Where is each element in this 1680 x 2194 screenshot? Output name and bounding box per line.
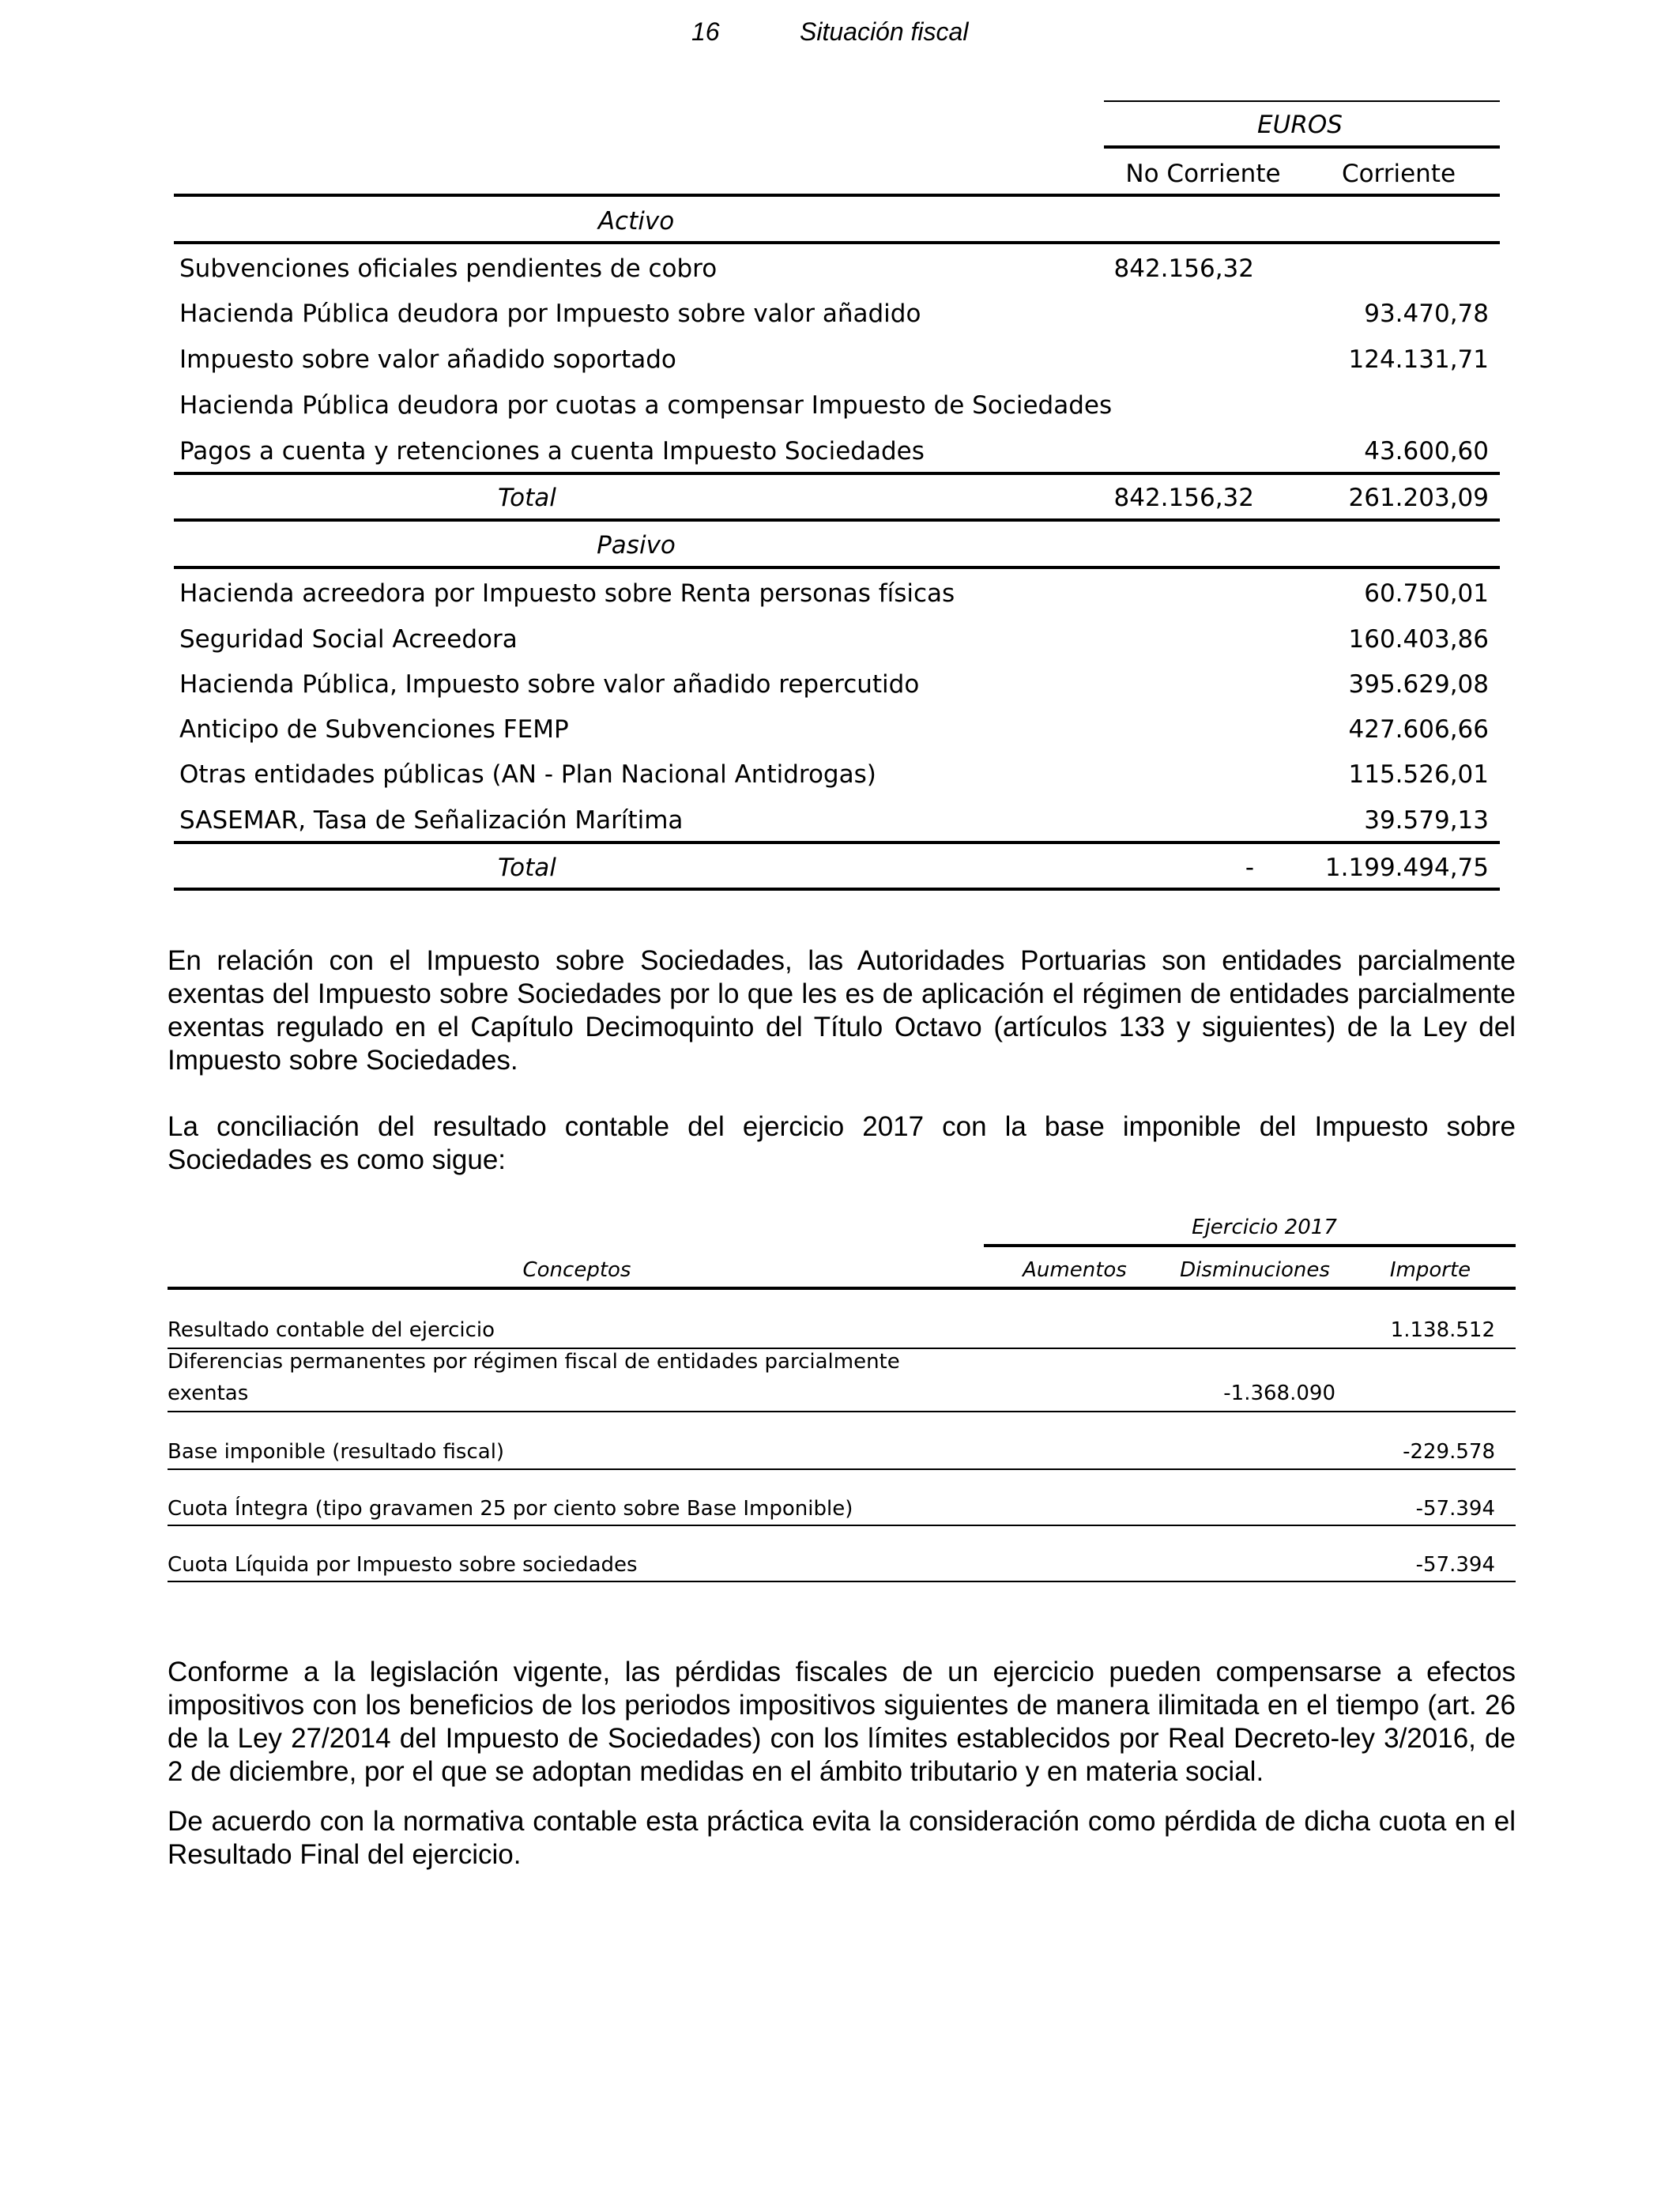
row-label-line2: exentas [168,1382,249,1405]
table-row [178,437,1491,469]
row-corriente: 115.526,01 [1348,760,1489,789]
row-label: Impuesto sobre valor añadido soportado [179,345,676,374]
row-label: Cuota Íntegra (tipo gravamen 25 por ciento sobre Base Imponible) [168,1497,853,1521]
column-header-importe: Importe [1389,1258,1471,1282]
table-row [178,345,1491,377]
row-corriente: 124.131,71 [1348,345,1489,374]
table-row [178,806,1491,838]
column-header-conceptos: Conceptos [522,1258,631,1282]
table-rule [174,566,1500,569]
table-rule [168,1348,1516,1349]
table-rule [174,194,1500,197]
table-row [168,1440,1516,1467]
row-label: Otras entidades públicas (AN - Plan Nacional Antidrogas) [179,760,876,789]
table-row [178,715,1491,747]
total-label: Total [498,484,556,512]
total-row-activo [178,484,1491,515]
row-importe: -229.578 [1403,1440,1495,1464]
table-rule [168,1287,1516,1290]
table-row [168,1318,1516,1345]
section-label-pasivo: Pasivo [597,531,676,560]
table-row [178,625,1491,657]
section-title: Situación fiscal [800,17,969,46]
table-rule [1104,145,1500,149]
table-rule [984,1244,1516,1247]
row-corriente: 93.470,78 [1364,300,1489,328]
row-label: SASEMAR, Tasa de Señalización Marítima [179,806,684,835]
total-corriente: 261.203,09 [1348,484,1489,512]
table-rule [168,1525,1516,1526]
row-corriente: 43.600,60 [1364,437,1489,466]
row-corriente: 60.750,01 [1364,579,1489,608]
paragraph-1: En relación con el Impuesto sobre Sociedades, las Autoridades Portuarias son entidades parcialmente exentas del Impuesto sobre Sociedades por lo que les es de aplicación el régimen de entidades parcialmente exentas regulado en el Capítulo Decimoquinto del Título Octavo (artículos 133 y siguientes) de la Ley del Impuesto sobre Sociedades. [168,945,1516,1076]
row-importe: -57.394 [1415,1497,1495,1521]
paragraph-3: Conforme a la legislación vigente, las pérdidas fiscales de un ejercicio pueden compensarse a efectos impositivos con los beneficios de los periodos impositivos siguientes de manera ilimitada en el tiempo (art. 26 de la Ley 27/2014 del Impuesto de Sociedades) con los límites establecidos por Real Decreto-ley 3/2016, de 2 de diciembre, por el que se adoptan medidas en el ámbito tributario y en materia social. [168,1657,1516,1787]
row-corriente: 160.403,86 [1348,625,1489,654]
row-label: Subvenciones oficiales pendientes de cobro [179,254,718,283]
row-no-corriente: 842.156,32 [1113,254,1254,283]
row-importe: 1.138.512 [1390,1318,1495,1342]
table-row [168,1350,1516,1410]
table-rule [168,1468,1516,1470]
row-label: Base imponible (resultado fiscal) [168,1440,505,1464]
row-label: Cuota Líquida por Impuesto sobre sociedades [168,1553,638,1577]
row-label: Pagos a cuenta y retenciones a cuenta Impuesto Sociedades [179,437,925,466]
group-header: Ejercicio 2017 [1192,1216,1337,1239]
table-rule [174,518,1500,522]
table-rule [1104,100,1500,102]
row-label: Hacienda acreedora por Impuesto sobre Renta personas físicas [179,579,955,608]
row-importe: -57.394 [1415,1553,1495,1577]
row-disminuciones: -1.368.090 [1223,1382,1335,1405]
row-corriente: 427.606,66 [1348,715,1489,744]
row-label-line1: Diferencias permanentes por régimen fiscal de entidades parcialmente [168,1350,900,1374]
table-row [168,1497,1516,1524]
paragraph-4: De acuerdo con la normativa contable esta práctica evita la consideración como pérdida de dicha cuota en el Resultado Final del ejercicio. [168,1806,1516,1870]
table-row [178,760,1491,792]
table-rule [174,472,1500,475]
table-rule [174,241,1500,244]
table-rule [168,1581,1516,1582]
row-label: Anticipo de Subvenciones FEMP [179,715,569,744]
row-label: Resultado contable del ejercicio [168,1318,495,1342]
section-label-activo: Activo [597,207,675,236]
column-header-corriente: Corriente [1341,160,1456,188]
column-header-aumentos: Aumentos [1023,1258,1127,1282]
total-no-corriente: 842.156,32 [1113,484,1254,512]
table-rule [174,888,1500,891]
table-row [168,1553,1516,1580]
total-label: Total [498,854,556,882]
total-corriente: 1.199.494,75 [1324,854,1489,882]
row-label: Hacienda Pública deudora por cuotas a compensar Impuesto de Sociedades [179,391,1113,420]
currency-label: EUROS [1257,111,1343,139]
column-header-no-corriente: No Corriente [1125,160,1281,188]
table-row [178,391,1491,423]
table-row [178,254,1491,286]
row-label: Hacienda Pública, Impuesto sobre valor añadido repercutido [179,670,920,699]
column-header-disminuciones: Disminuciones [1180,1258,1330,1282]
table-rule [168,1411,1516,1412]
paragraph-2: La conciliación del resultado contable del ejercicio 2017 con la base imponible del Impuesto sobre Sociedades es como sigue: [168,1111,1516,1175]
row-label: Hacienda Pública deudora por Impuesto sobre valor añadido [179,300,921,328]
row-corriente: 395.629,08 [1348,670,1489,699]
total-row-pasivo [178,854,1491,885]
page-number: 16 [691,17,720,46]
table-row [178,670,1491,702]
row-corriente: 39.579,13 [1364,806,1489,835]
table-rule [174,841,1500,844]
table-row [178,579,1491,611]
total-no-corriente: - [1245,854,1254,882]
table-row [178,300,1491,331]
row-label: Seguridad Social Acreedora [179,625,518,654]
